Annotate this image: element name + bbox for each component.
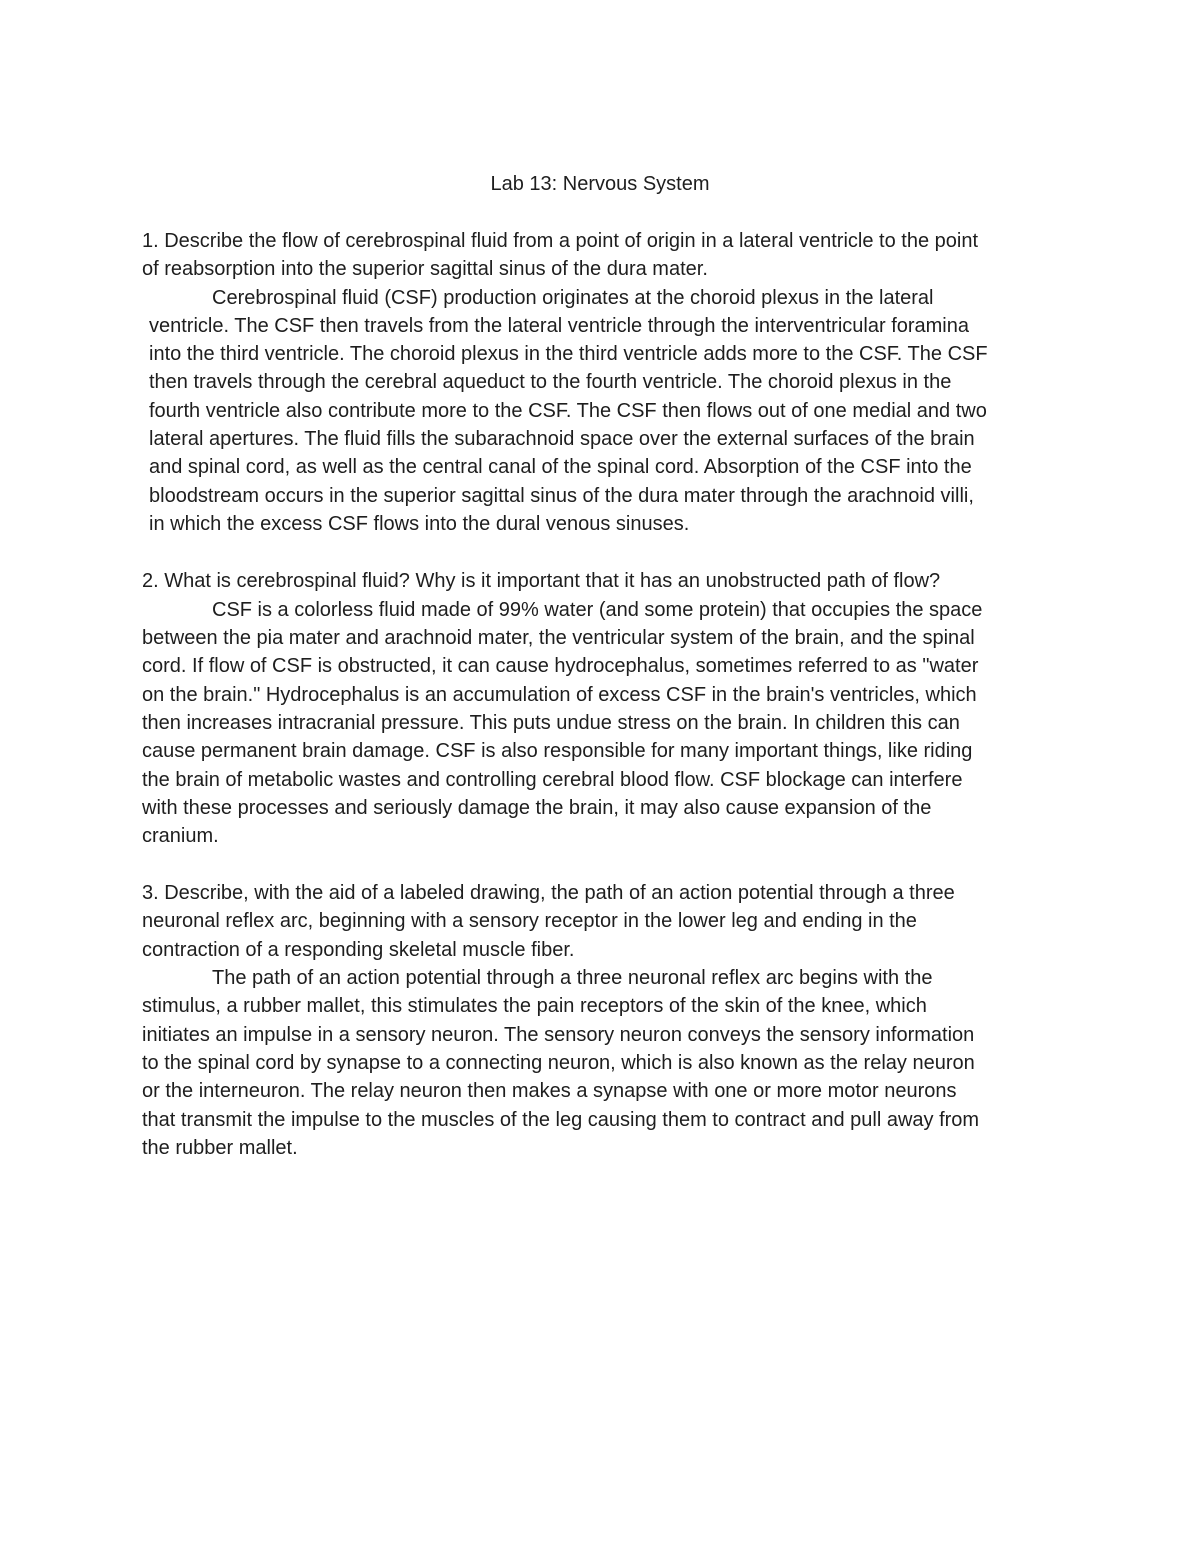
q3-question-line: contraction of a responding skeletal muscle fiber. <box>142 939 575 961</box>
q1-answer-line: ventricle. The CSF then travels from the lateral ventricle through the interventricular foramina <box>149 315 969 337</box>
q1-answer-line: then travels through the cerebral aqueduct to the fourth ventricle. The choroid plexus in the <box>149 371 952 393</box>
q1-answer-line: and spinal cord, as well as the central canal of the spinal cord. Absorption of the CSF into the <box>149 456 972 478</box>
q1-answer-line: into the third ventricle. The choroid plexus in the third ventricle adds more to the CSF. The CSF <box>149 343 988 365</box>
q3-answer-line: that transmit the impulse to the muscles of the leg causing them to contract and pull away from <box>142 1109 980 1131</box>
page-title: Lab 13: Nervous System <box>490 173 710 195</box>
q1-answer-line: Cerebrospinal fluid (CSF) production originates at the choroid plexus in the lateral <box>212 287 934 309</box>
q3-answer-line: initiates an impulse in a sensory neuron. The sensory neuron conveys the sensory information <box>142 1024 975 1046</box>
q3-answer-line: to the spinal cord by synapse to a connecting neuron, which is also known as the relay neuron <box>142 1052 975 1074</box>
q2-question-line: 2. What is cerebrospinal fluid? Why is it important that it has an unobstructed path of flow? <box>142 570 941 592</box>
q1-answer-line: bloodstream occurs in the superior sagittal sinus of the dura mater through the arachnoid villi, <box>149 485 974 507</box>
q2-answer-line: cause permanent brain damage. CSF is also responsible for many important things, like riding <box>142 740 973 762</box>
q2-answer-line: the brain of metabolic wastes and controlling cerebral blood flow. CSF blockage can interfere <box>142 769 963 791</box>
q2-answer-line: between the pia mater and arachnoid mater, the ventricular system of the brain, and the spinal <box>142 627 975 649</box>
q1-answer-line: in which the excess CSF flows into the dural venous sinuses. <box>149 513 690 535</box>
q2-answer-line: cord. If flow of CSF is obstructed, it can cause hydrocephalus, sometimes referred to as "water <box>142 655 979 677</box>
q3-answer-line: or the interneuron. The relay neuron then makes a synapse with one or more motor neurons <box>142 1080 957 1102</box>
q2-answer-line: with these processes and seriously damage the brain, it may also cause expansion of the <box>142 797 932 819</box>
q1-answer-line: fourth ventricle also contribute more to the CSF. The CSF then flows out of one medial and two <box>149 400 987 422</box>
q3-answer-line: the rubber mallet. <box>142 1137 298 1159</box>
q1-answer-line: lateral apertures. The fluid fills the subarachnoid space over the external surfaces of the brain <box>149 428 975 450</box>
q2-answer-line: on the brain." Hydrocephalus is an accumulation of excess CSF in the brain's ventricles, which <box>142 684 977 706</box>
q1-question-line: 1. Describe the flow of cerebrospinal fluid from a point of origin in a lateral ventricle to the point <box>142 230 978 252</box>
q2-answer-line: cranium. <box>142 825 219 847</box>
q3-question-line: neuronal reflex arc, beginning with a sensory receptor in the lower leg and ending in the <box>142 910 917 932</box>
q3-answer-line: stimulus, a rubber mallet, this stimulates the pain receptors of the skin of the knee, which <box>142 995 927 1017</box>
q2-answer-line: CSF is a colorless fluid made of 99% water (and some protein) that occupies the space <box>212 599 983 621</box>
q3-answer-line: The path of an action potential through a three neuronal reflex arc begins with the <box>212 967 933 989</box>
q2-answer-line: then increases intracranial pressure. This puts undue stress on the brain. In children this can <box>142 712 960 734</box>
q1-question-line: of reabsorption into the superior sagittal sinus of the dura mater. <box>142 258 708 280</box>
q3-question-line: 3. Describe, with the aid of a labeled drawing, the path of an action potential through a three <box>142 882 955 904</box>
